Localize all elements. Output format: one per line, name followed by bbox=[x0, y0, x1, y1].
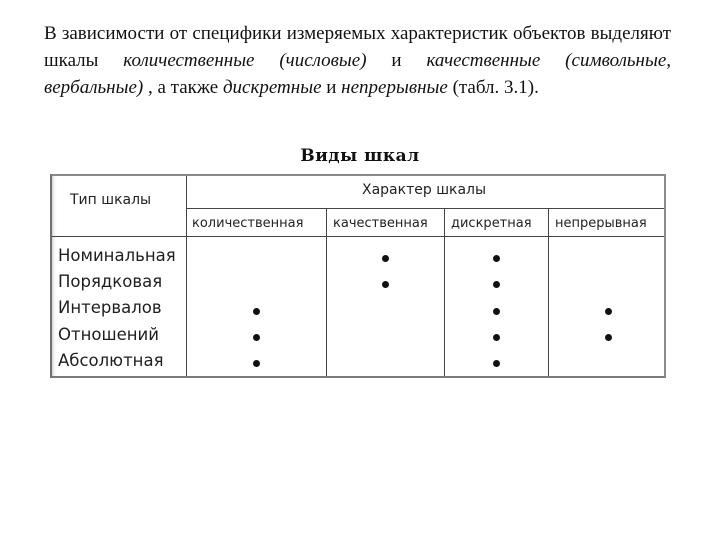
column-header-continuous: непрерывная bbox=[555, 216, 647, 231]
mark-dot bbox=[605, 334, 612, 341]
mark-dot bbox=[253, 334, 260, 341]
row-label-interval: Интервалов bbox=[58, 298, 162, 317]
intro-paragraph bbox=[44, 20, 671, 101]
para-text-4: и bbox=[321, 77, 342, 98]
column-divider-1 bbox=[326, 208, 327, 376]
mark-dot bbox=[382, 255, 389, 262]
group-header: Характер шкалы bbox=[362, 182, 487, 198]
para-text-3: , а также bbox=[143, 77, 223, 98]
mark-dot bbox=[605, 308, 612, 315]
para-text-5: (табл. 3.1). bbox=[447, 77, 539, 98]
table-caption: Виды шкал bbox=[300, 146, 420, 166]
para-text-1: В зависимости от специфики измеряемых характеристик объектов выделяют шкалы bbox=[44, 23, 671, 71]
type-column-divider bbox=[186, 176, 187, 376]
mark-dot bbox=[493, 255, 500, 262]
para-italic-discrete: дискретные bbox=[222, 77, 322, 98]
para-italic-continuous: непрерывные bbox=[341, 77, 448, 98]
column-divider-2 bbox=[444, 208, 445, 376]
row-label-ratio: Отношений bbox=[58, 325, 159, 344]
type-header: Тип шкалы bbox=[70, 192, 152, 208]
row-label-ordinal: Порядковая bbox=[58, 272, 163, 291]
group-divider bbox=[187, 208, 664, 209]
mark-dot bbox=[253, 360, 260, 367]
mark-dot bbox=[253, 308, 260, 315]
para-italic-qualitative: качественные (символьные, вербальные) bbox=[44, 50, 672, 98]
column-header-qualitative: качественная bbox=[333, 216, 428, 231]
mark-dot bbox=[493, 281, 500, 288]
row-label-absolute: Абсолютная bbox=[58, 351, 164, 370]
row-label-nominal: Номинальная bbox=[58, 246, 176, 265]
column-divider-3 bbox=[548, 208, 549, 376]
para-italic-quantitative: количественные (числовые) bbox=[123, 50, 367, 71]
mark-dot bbox=[493, 360, 500, 367]
column-header-discrete: дискретная bbox=[451, 216, 532, 231]
mark-dot bbox=[382, 281, 389, 288]
header-divider bbox=[52, 236, 664, 237]
para-text-2: и bbox=[366, 50, 427, 71]
mark-dot bbox=[493, 308, 500, 315]
column-header-quantitative: количественная bbox=[192, 216, 304, 231]
mark-dot bbox=[493, 334, 500, 341]
scale-types-table bbox=[50, 174, 666, 378]
